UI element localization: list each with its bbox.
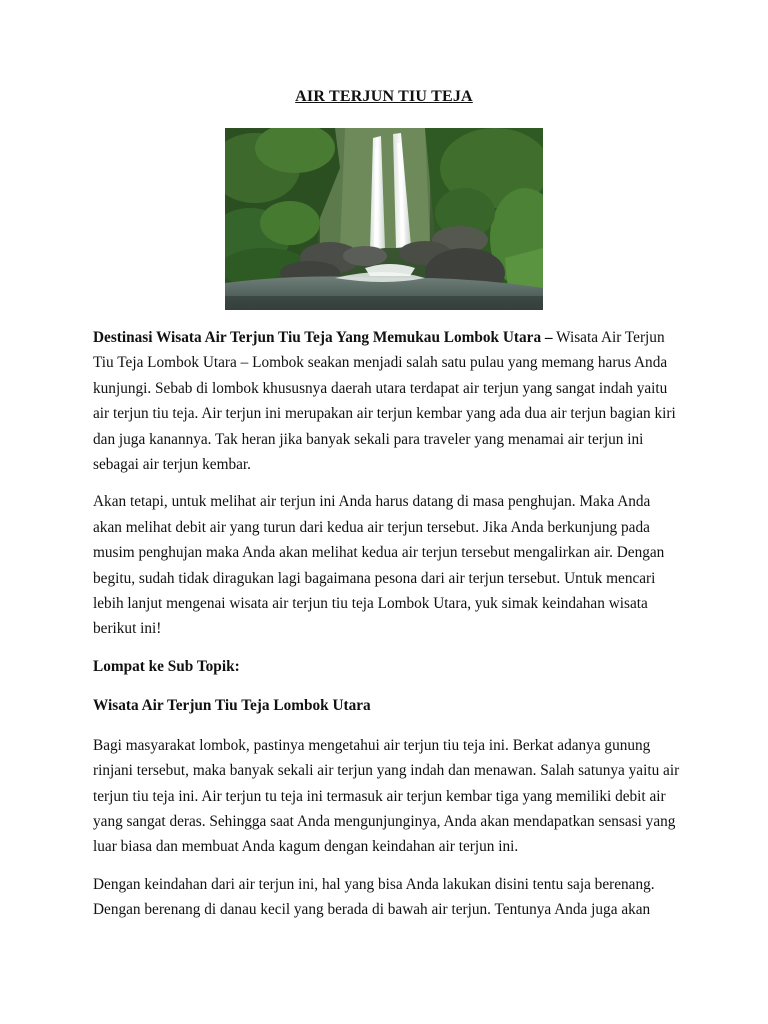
- section-heading: Wisata Air Terjun Tiu Teja Lombok Utara: [93, 697, 371, 715]
- paragraph-3: Bagi masyarakat lombok, pastinya mengetahui air terjun tiu teja ini. Berkat adanya gunung rinjani tersebut, maka banyak sekali air terjun yang indah dan menawan. Salah satunya yaitu air terjun tiu teja ini. Air terjun tu teja ini termasuk air terjun kembar tiga yang memiliki debit air yang sangat deras. Sehingga saat Anda mengunjunginya, Anda akan mendapatkan sensasi yang luar biasa dan membuat Anda kagum dengan keindahan air terjun ini.: [93, 736, 680, 856]
- toc-heading: Lompat ke Sub Topik:: [93, 657, 240, 675]
- intro-text: Wisata Air Terjun Tiu Teja Lombok Utara – Lombok seakan menjadi salah satu pulau yang memang harus Anda kunjungi. Sebab di lombok khususnya daerah utara terdapat air terjun yang sangat indah yaitu air terjun tiu teja. Air terjun ini merupakan air terjun kembar yang ada dua air terjun bagian kiri dan juga kanannya. Tak heran jika banyak sekali para traveler yang menamai air terjun ini sebagai air terjun kembar.: [93, 329, 676, 474]
- document-title: AIR TERJUN TIU TEJA: [295, 88, 473, 105]
- paragraph-2: Akan tetapi, untuk melihat air terjun ini Anda harus datang di masa penghujan. Maka Anda akan melihat debit air yang turun dari kedua air terjun tersebut. Jika Anda berkunjung pada musim penghujan maka Anda akan melihat kedua air terjun tersebut mengalirkan air. Dengan begitu, sudah tidak diragukan lagi bagaimana pesona dari air terjun tersebut. Untuk mencari lebih lanjut mengenai wisata air terjun tiu teja Lombok Utara, yuk simak keindahan wisata berikut ini!: [93, 493, 665, 638]
- waterfall-photo: [225, 128, 543, 310]
- intro-lead: Destinasi Wisata Air Terjun Tiu Teja Yang Memukau Lombok Utara –: [93, 329, 553, 346]
- intro-paragraph: [93, 325, 683, 477]
- document-body: [93, 325, 683, 935]
- paragraph-4: Dengan keindahan dari air terjun ini, hal yang bisa Anda lakukan disini tentu saja berenang. Dengan berenang di danau kecil yang berada di bawah air terjun. Tentunya Anda juga akan: [93, 875, 655, 919]
